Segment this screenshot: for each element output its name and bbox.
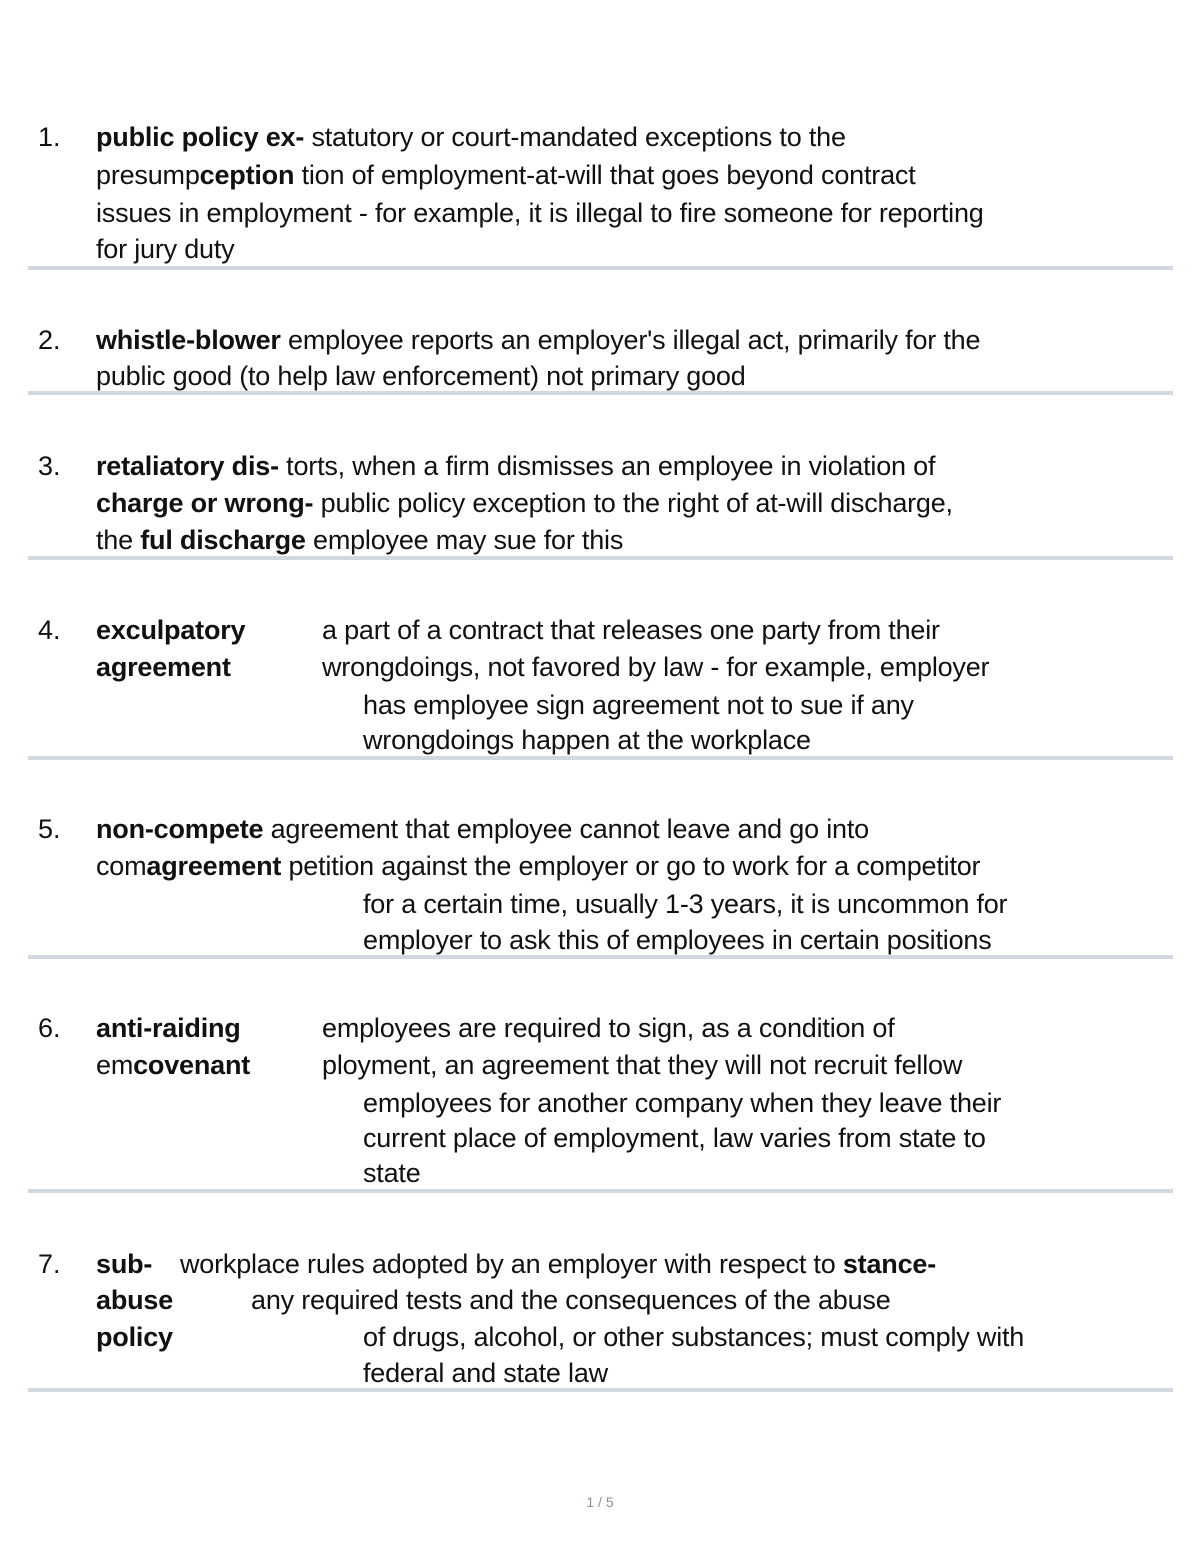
term: ception	[199, 160, 295, 190]
entry-line	[96, 119, 846, 155]
definition-text: torts, when a firm dismisses an employee in violation of	[278, 451, 936, 481]
entry-number: 1.	[38, 122, 61, 152]
entry-number: 5.	[38, 814, 61, 844]
entry-line: wrongdoings happen at the workplace	[363, 725, 811, 755]
entry-line: employees are required to sign, as a condition of	[322, 1013, 895, 1043]
entry-line	[96, 448, 935, 484]
separator	[28, 955, 1173, 959]
term: charge or wrong-	[96, 488, 314, 518]
entry-number: 6.	[38, 1013, 61, 1043]
term-text: covenant	[133, 1050, 251, 1080]
entry-line: ployment, an agreement that they will not recruit fellow	[322, 1050, 963, 1080]
entry-line	[96, 157, 916, 193]
term-text: policy	[96, 1322, 173, 1352]
definition-text: workplace rules adopted by an employer with respect to	[180, 1249, 843, 1279]
term	[96, 1319, 173, 1355]
separator	[28, 266, 1173, 270]
definition-text: agreement that employee cannot leave and go into	[263, 814, 869, 844]
entry-line	[96, 322, 980, 358]
term: retaliatory dis-	[96, 451, 279, 481]
entry-line: of drugs, alcohol, or other substances; must comply with	[363, 1322, 1025, 1352]
entry-number: 2.	[38, 325, 61, 355]
definition-text: the	[96, 525, 141, 555]
definition-text: presump	[96, 160, 200, 190]
term-text: agreement	[96, 652, 231, 682]
term	[96, 1246, 152, 1282]
entry-number: 4.	[38, 615, 61, 645]
definition-text: em	[96, 1050, 134, 1080]
term-text: stance-	[842, 1249, 936, 1279]
entry-line: wrongdoings, not favored by law - for example, employer	[322, 652, 990, 682]
entry-line: has employee sign agreement not to sue if any	[363, 690, 914, 720]
definition-text: employee reports an employer's illegal act, primarily for the	[280, 325, 981, 355]
term-text: sub-	[96, 1249, 153, 1279]
entry-line	[180, 1246, 936, 1282]
definition-text: petition against the employer or go to work for a competitor	[281, 851, 981, 881]
separator	[28, 391, 1173, 395]
entry-line: public good (to help law enforcement) not primary good	[96, 361, 746, 391]
definition-text: employee may sue for this	[305, 525, 624, 555]
entry-line: employees for another company when they leave their	[363, 1088, 1002, 1118]
term-text: abuse	[96, 1285, 174, 1315]
term	[96, 649, 231, 685]
separator	[28, 756, 1173, 760]
entry-line: employer to ask this of employees in certain positions	[363, 925, 992, 955]
entry-line: issues in employment - for example, it is illegal to fire someone for reporting	[96, 198, 984, 228]
definition-text: com	[96, 851, 147, 881]
entry-line: state	[363, 1158, 421, 1188]
term	[96, 612, 245, 648]
term-text: exculpatory	[96, 615, 246, 645]
page-number: 1 / 5	[586, 1494, 614, 1510]
term	[96, 1047, 250, 1083]
entry-line	[96, 485, 953, 521]
separator	[28, 1388, 1173, 1392]
entry-line	[96, 522, 623, 558]
definition-text: public policy exception to the right of at-will discharge,	[313, 488, 953, 518]
entry-line	[96, 848, 980, 884]
term: public policy ex-	[96, 122, 305, 152]
entry-line: any required tests and the consequences of the abuse	[251, 1285, 891, 1315]
entry-line	[96, 811, 869, 847]
entry-line: current place of employment, law varies from state to	[363, 1123, 986, 1153]
definition-text: tion of employment-at-will that goes beyond contract	[294, 160, 916, 190]
entry-line: for a certain time, usually 1-3 years, it is uncommon for	[363, 889, 1008, 919]
entry-line: for jury duty	[96, 234, 235, 264]
term-text: anti-raiding	[96, 1013, 241, 1043]
entry-number: 7.	[38, 1249, 61, 1279]
term: non-compete	[96, 814, 264, 844]
term	[96, 1282, 173, 1318]
term	[96, 1010, 241, 1046]
entry-line: federal and state law	[363, 1358, 608, 1388]
entry-number: 3.	[38, 451, 61, 481]
term: ful discharge	[140, 525, 306, 555]
separator	[28, 556, 1173, 560]
entry-line: a part of a contract that releases one party from their	[322, 615, 940, 645]
term: agreement	[146, 851, 282, 881]
term: whistle-blower	[96, 325, 281, 355]
separator	[28, 1189, 1173, 1193]
definition-text: statutory or court-mandated exceptions to the	[304, 122, 846, 152]
